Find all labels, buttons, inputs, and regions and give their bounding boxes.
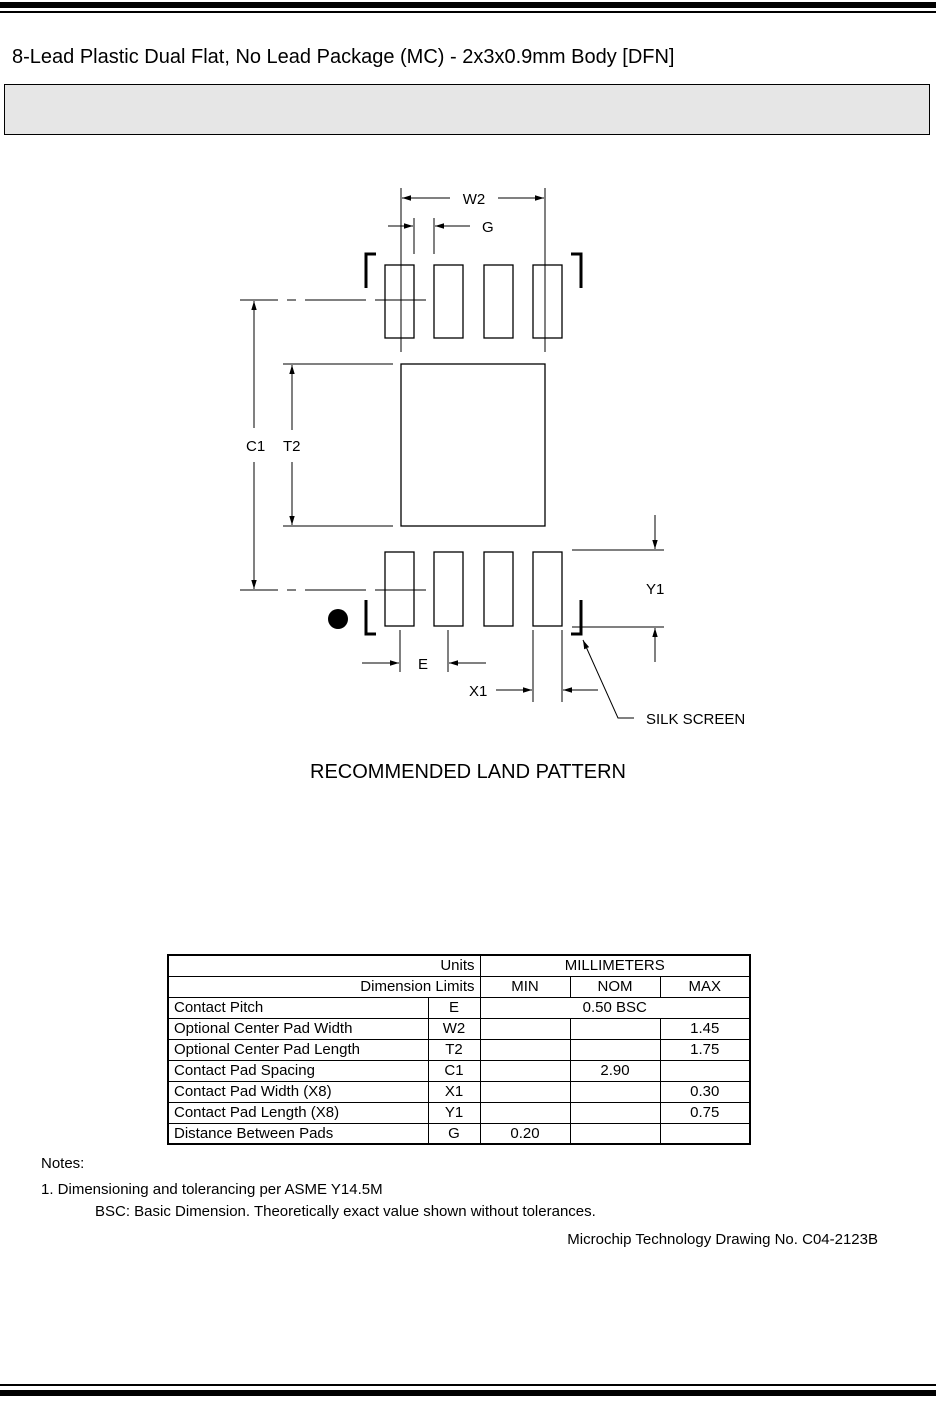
table-row: Distance Between Pads G 0.20 (168, 1123, 750, 1144)
table-row (168, 955, 750, 976)
drawing-caption: RECOMMENDED LAND PATTERN (310, 761, 626, 783)
top-pad-4 (533, 265, 562, 338)
top-pad-3 (484, 265, 513, 338)
x1-label: X1 (469, 683, 488, 700)
dimensions-table (167, 954, 751, 1145)
bottom-border-thin (0, 1384, 936, 1386)
top-pad-1 (385, 265, 414, 338)
units-label: Units (168, 955, 480, 976)
table-row: Contact Pad Length (X8) Y1 0.75 (168, 1102, 750, 1123)
table-row (168, 976, 750, 997)
bottom-pad-1 (385, 552, 414, 626)
table-row: Optional Center Pad Width W2 1.45 (168, 1018, 750, 1039)
col-max: MAX (660, 976, 750, 997)
t2-label: T2 (283, 438, 301, 455)
w2-label: W2 (462, 191, 486, 208)
silk-screen-leader (583, 640, 634, 718)
g-label: G (482, 219, 494, 236)
silk-screen-brackets (366, 254, 581, 634)
bottom-pad-4 (533, 552, 562, 626)
c1-label: C1 (246, 438, 266, 455)
center-pad (401, 364, 545, 526)
table-row: Optional Center Pad Length T2 1.75 (168, 1039, 750, 1060)
col-min: MIN (480, 976, 570, 997)
col-nom: NOM (570, 976, 660, 997)
table-row: Contact Pad Width (X8) X1 0.30 (168, 1081, 750, 1102)
bottom-pad-3 (484, 552, 513, 626)
pin1-marker-icon (328, 609, 348, 629)
note-1-sub: BSC: Basic Dimension. Theoretically exact value shown without tolerances. (95, 1203, 596, 1220)
top-pad-2 (434, 265, 463, 338)
bottom-pad-2 (434, 552, 463, 626)
y1-label: Y1 (646, 581, 665, 598)
drawing-number: Microchip Technology Drawing No. C04-2123B (567, 1231, 878, 1248)
silk-screen-label: SILK SCREEN (646, 711, 746, 728)
e-label: E (418, 656, 429, 673)
bottom-border-thick (0, 1390, 936, 1396)
units-value: MILLIMETERS (480, 955, 750, 976)
note-1: 1. Dimensioning and tolerancing per ASME Y14.5M (41, 1181, 383, 1198)
page-title: 8-Lead Plastic Dual Flat, No Lead Package (MC) - 2x3x0.9mm Body [DFN] (12, 46, 675, 68)
table-row: Contact Pitch E 0.50 BSC (168, 997, 750, 1018)
notes-heading: Notes: (41, 1155, 85, 1172)
table-row: Contact Pad Spacing C1 2.90 (168, 1060, 750, 1081)
limits-label: Dimension Limits (168, 976, 480, 997)
